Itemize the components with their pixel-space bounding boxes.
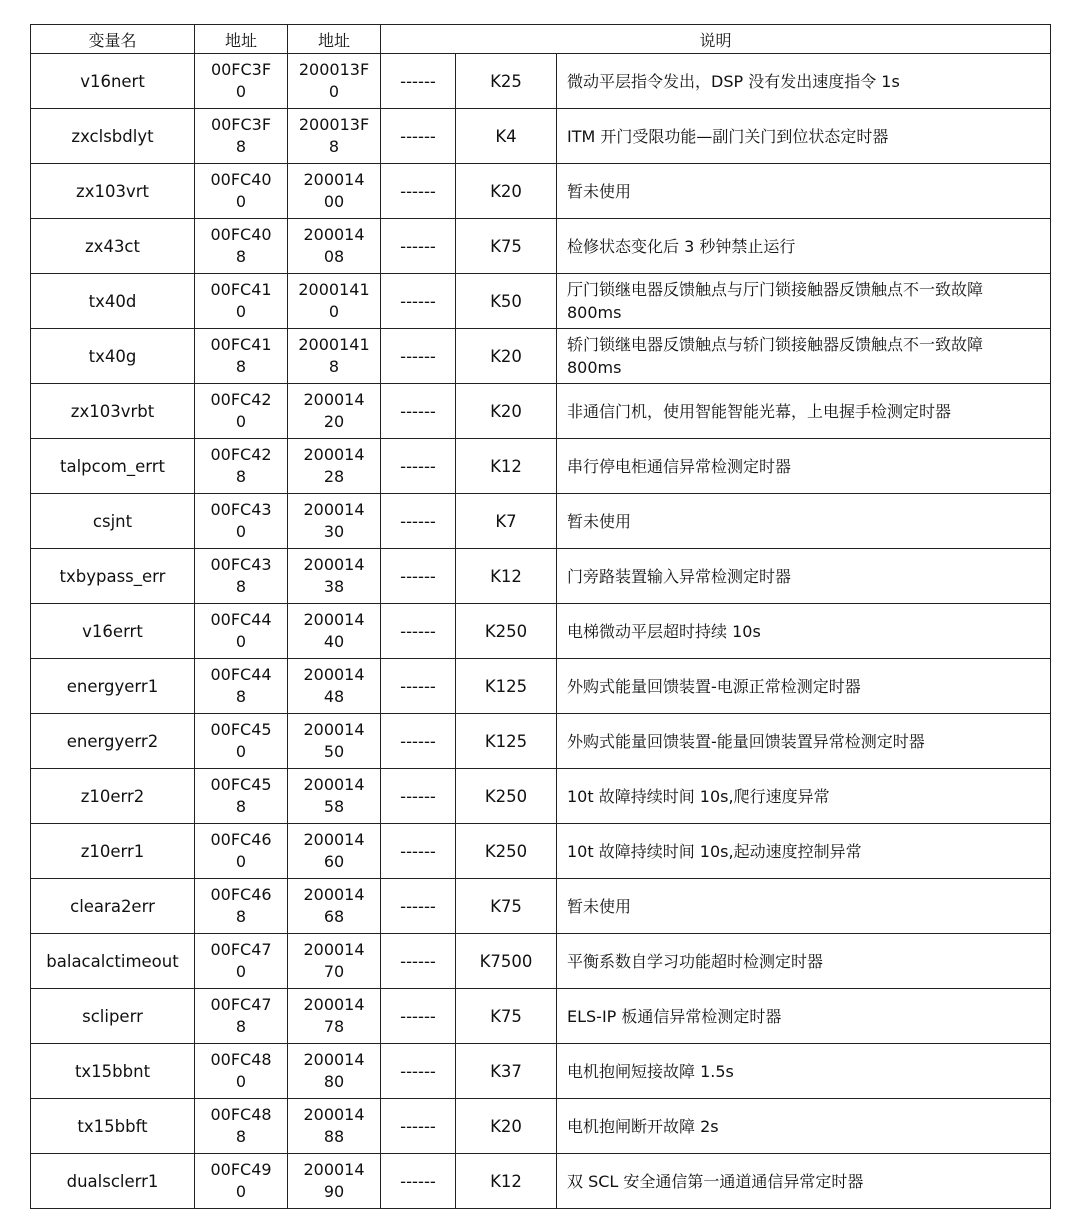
address-line: 0: [328, 82, 340, 101]
address-line: 200013F: [298, 115, 370, 134]
address-line: 00FC3F: [210, 60, 272, 79]
variable-name-cell: cleara2err: [31, 879, 195, 934]
address-line: 38: [323, 577, 345, 596]
address-1-cell: [195, 439, 288, 494]
address-line: 8: [328, 137, 340, 156]
address-1-cell: [195, 549, 288, 604]
description-cell: 电机抱闸断开故障 2s: [557, 1099, 1051, 1154]
address-1-cell: [195, 219, 288, 274]
table-row: [31, 274, 1051, 329]
variable-name-cell: talpcom_errt: [31, 439, 195, 494]
address-2-cell: [288, 219, 381, 274]
timer-constant-cell: K75: [456, 219, 557, 274]
address-line: 60: [323, 852, 345, 871]
address-line: 00FC48: [210, 1105, 272, 1124]
address-line: 00FC40: [210, 170, 272, 189]
variable-table: [30, 24, 1051, 1209]
dash-cell: ------: [381, 54, 456, 109]
timer-constant-cell: K250: [456, 824, 557, 879]
address-line: 8: [328, 357, 340, 376]
dash-cell: ------: [381, 879, 456, 934]
header-variable-name: 变量名: [31, 25, 195, 54]
description-cell: 暂未使用: [557, 494, 1051, 549]
address-1-cell: [195, 769, 288, 824]
address-line: 00FC47: [210, 940, 272, 959]
table-row: [31, 1044, 1051, 1099]
timer-constant-cell: K20: [456, 164, 557, 219]
dash-cell: ------: [381, 384, 456, 439]
address-2-cell: [288, 549, 381, 604]
address-line: 00FC44: [210, 665, 272, 684]
address-line: 200014: [303, 995, 365, 1014]
table-row: [31, 934, 1051, 989]
address-line: 8: [235, 577, 247, 596]
address-line: 00FC42: [210, 445, 272, 464]
description-cell: 门旁路装置输入异常检测定时器: [557, 549, 1051, 604]
variable-name-cell: balacalctimeout: [31, 934, 195, 989]
address-line: 200014: [303, 1160, 365, 1179]
table-row: [31, 989, 1051, 1044]
address-line: 2000141: [298, 335, 370, 354]
address-line: 00FC41: [210, 335, 272, 354]
address-2-cell: [288, 109, 381, 164]
address-line: 0: [328, 302, 340, 321]
dash-cell: ------: [381, 1044, 456, 1099]
address-2-cell: [288, 989, 381, 1044]
address-1-cell: [195, 824, 288, 879]
description-cell: 外购式能量回馈装置-能量回馈装置异常检测定时器: [557, 714, 1051, 769]
dash-cell: ------: [381, 604, 456, 659]
variable-name-cell: tx40g: [31, 329, 195, 384]
variable-name-cell: v16nert: [31, 54, 195, 109]
address-line: 68: [323, 907, 345, 926]
dash-cell: ------: [381, 219, 456, 274]
variable-name-cell: energyerr2: [31, 714, 195, 769]
address-line: 200014: [303, 555, 365, 574]
address-1-cell: [195, 659, 288, 714]
address-1-cell: [195, 109, 288, 164]
address-1-cell: [195, 714, 288, 769]
description-cell: 电梯微动平层超时持续 10s: [557, 604, 1051, 659]
address-line: 00FC46: [210, 830, 272, 849]
address-line: 50: [323, 742, 345, 761]
address-2-cell: [288, 1099, 381, 1154]
dash-cell: ------: [381, 769, 456, 824]
table-row: [31, 494, 1051, 549]
description-cell: 微动平层指令发出，DSP 没有发出速度指令 1s: [557, 54, 1051, 109]
table-row: [31, 164, 1051, 219]
table-row: [31, 219, 1051, 274]
address-line: 0: [235, 1182, 247, 1201]
address-2-cell: [288, 604, 381, 659]
variable-name-cell: zx43ct: [31, 219, 195, 274]
dash-cell: ------: [381, 659, 456, 714]
table-row: [31, 1154, 1051, 1209]
variable-name-cell: z10err1: [31, 824, 195, 879]
address-1-cell: [195, 274, 288, 329]
address-line: 80: [323, 1072, 345, 1091]
address-line: 8: [235, 137, 247, 156]
variable-name-cell: zx103vrbt: [31, 384, 195, 439]
variable-name-cell: tx40d: [31, 274, 195, 329]
description-cell: 平衡系数自学习功能超时检测定时器: [557, 934, 1051, 989]
timer-constant-cell: K75: [456, 989, 557, 1044]
address-2-cell: [288, 274, 381, 329]
address-line: 00FC44: [210, 610, 272, 629]
address-line: 200014: [303, 610, 365, 629]
address-line: 8: [235, 687, 247, 706]
timer-constant-cell: K12: [456, 439, 557, 494]
address-line: 200014: [303, 1050, 365, 1069]
address-line: 200014: [303, 830, 365, 849]
address-2-cell: [288, 934, 381, 989]
dash-cell: ------: [381, 714, 456, 769]
dash-cell: ------: [381, 329, 456, 384]
address-1-cell: [195, 384, 288, 439]
address-2-cell: [288, 879, 381, 934]
variable-name-cell: tx15bbft: [31, 1099, 195, 1154]
table-row: [31, 109, 1051, 164]
description-cell: 电机抱闸短接故障 1.5s: [557, 1044, 1051, 1099]
address-line: 200014: [303, 445, 365, 464]
timer-constant-cell: K25: [456, 54, 557, 109]
dash-cell: ------: [381, 1099, 456, 1154]
address-line: 200014: [303, 500, 365, 519]
timer-constant-cell: K20: [456, 1099, 557, 1154]
address-line: 8: [235, 467, 247, 486]
address-1-cell: [195, 604, 288, 659]
address-line: 200014: [303, 885, 365, 904]
description-cell: 外购式能量回馈装置-电源正常检测定时器: [557, 659, 1051, 714]
variable-name-cell: dualsclerr1: [31, 1154, 195, 1209]
timer-constant-cell: K250: [456, 769, 557, 824]
table-row: [31, 604, 1051, 659]
dash-cell: ------: [381, 164, 456, 219]
address-line: 00FC40: [210, 225, 272, 244]
address-line: 8: [235, 1127, 247, 1146]
timer-constant-cell: K50: [456, 274, 557, 329]
variable-name-cell: tx15bbnt: [31, 1044, 195, 1099]
table-row: [31, 879, 1051, 934]
description-cell: 暂未使用: [557, 879, 1051, 934]
dash-cell: ------: [381, 274, 456, 329]
address-2-cell: [288, 494, 381, 549]
timer-constant-cell: K125: [456, 659, 557, 714]
dash-cell: ------: [381, 109, 456, 164]
address-2-cell: [288, 1154, 381, 1209]
address-2-cell: [288, 54, 381, 109]
address-line: 28: [323, 467, 345, 486]
address-line: 00FC45: [210, 720, 272, 739]
address-1-cell: [195, 1154, 288, 1209]
address-line: 200013F: [298, 60, 370, 79]
address-line: 0: [235, 82, 247, 101]
address-line: 0: [235, 632, 247, 651]
address-line: 8: [235, 357, 247, 376]
address-line: 200014: [303, 1105, 365, 1124]
table-row: [31, 714, 1051, 769]
address-line: 78: [323, 1017, 345, 1036]
timer-constant-cell: K12: [456, 549, 557, 604]
variable-name-cell: zx103vrt: [31, 164, 195, 219]
address-line: 00FC42: [210, 390, 272, 409]
address-1-cell: [195, 1099, 288, 1154]
timer-constant-cell: K37: [456, 1044, 557, 1099]
address-line: 00FC45: [210, 775, 272, 794]
address-line: 8: [235, 907, 247, 926]
timer-constant-cell: K12: [456, 1154, 557, 1209]
address-line: 90: [323, 1182, 345, 1201]
address-line: 0: [235, 1072, 247, 1091]
address-1-cell: [195, 54, 288, 109]
address-1-cell: [195, 989, 288, 1044]
address-line: 8: [235, 797, 247, 816]
address-1-cell: [195, 1044, 288, 1099]
variable-name-cell: energyerr1: [31, 659, 195, 714]
address-2-cell: [288, 439, 381, 494]
timer-constant-cell: K20: [456, 329, 557, 384]
table-row: [31, 439, 1051, 494]
address-line: 200014: [303, 940, 365, 959]
description-cell: 检修状态变化后 3 秒钟禁止运行: [557, 219, 1051, 274]
variable-name-cell: v16errt: [31, 604, 195, 659]
variable-name-cell: z10err2: [31, 769, 195, 824]
timer-constant-cell: K20: [456, 384, 557, 439]
description-cell: 串行停电柜通信异常检测定时器: [557, 439, 1051, 494]
timer-constant-cell: K250: [456, 604, 557, 659]
address-line: 48: [323, 687, 345, 706]
description-cell: 10t 故障持续时间 10s,爬行速度异常: [557, 769, 1051, 824]
variable-name-cell: zxclsbdlyt: [31, 109, 195, 164]
address-line: 58: [323, 797, 345, 816]
description-cell: ITM 开门受限功能—副门关门到位状态定时器: [557, 109, 1051, 164]
address-1-cell: [195, 494, 288, 549]
address-line: 0: [235, 412, 247, 431]
address-1-cell: [195, 934, 288, 989]
description-cell: 厅门锁继电器反馈触点与厅门锁接触器反馈触点不一致故障 800ms: [557, 274, 1051, 329]
dash-cell: ------: [381, 439, 456, 494]
address-2-cell: [288, 659, 381, 714]
timer-constant-cell: K7500: [456, 934, 557, 989]
address-line: 0: [235, 522, 247, 541]
timer-constant-cell: K4: [456, 109, 557, 164]
table-row: [31, 769, 1051, 824]
table-row: [31, 329, 1051, 384]
description-cell: 暂未使用: [557, 164, 1051, 219]
dash-cell: ------: [381, 934, 456, 989]
description-cell: 轿门锁继电器反馈触点与轿门锁接触器反馈触点不一致故障 800ms: [557, 329, 1051, 384]
address-1-cell: [195, 879, 288, 934]
address-line: 00FC49: [210, 1160, 272, 1179]
description-cell: 10t 故障持续时间 10s,起动速度控制异常: [557, 824, 1051, 879]
dash-cell: ------: [381, 1154, 456, 1209]
variable-name-cell: scliperr: [31, 989, 195, 1044]
table-row: [31, 824, 1051, 879]
address-line: 0: [235, 852, 247, 871]
address-line: 200014: [303, 775, 365, 794]
table-row: [31, 1099, 1051, 1154]
address-line: 0: [235, 742, 247, 761]
table-row: [31, 54, 1051, 109]
address-line: 00FC43: [210, 500, 272, 519]
timer-constant-cell: K7: [456, 494, 557, 549]
variable-name-cell: csjnt: [31, 494, 195, 549]
address-line: 200014: [303, 665, 365, 684]
variable-name-cell: txbypass_err: [31, 549, 195, 604]
address-2-cell: [288, 1044, 381, 1099]
header-address-2: 地址: [288, 25, 381, 54]
address-line: 0: [235, 962, 247, 981]
address-line: 08: [323, 247, 345, 266]
table-row: [31, 659, 1051, 714]
address-line: 200014: [303, 390, 365, 409]
address-1-cell: [195, 164, 288, 219]
address-2-cell: [288, 824, 381, 879]
address-2-cell: [288, 769, 381, 824]
address-2-cell: [288, 164, 381, 219]
timer-constant-cell: K125: [456, 714, 557, 769]
address-line: 00FC46: [210, 885, 272, 904]
description-cell: ELS-IP 板通信异常检测定时器: [557, 989, 1051, 1044]
address-line: 20: [323, 412, 345, 431]
header-description: 说明: [381, 25, 1051, 54]
address-line: 88: [323, 1127, 345, 1146]
address-line: 0: [235, 302, 247, 321]
address-line: 00FC43: [210, 555, 272, 574]
address-1-cell: [195, 329, 288, 384]
dash-cell: ------: [381, 989, 456, 1044]
address-line: 200014: [303, 170, 365, 189]
address-line: 00FC48: [210, 1050, 272, 1069]
address-line: 0: [235, 192, 247, 211]
description-cell: 非通信门机，使用智能智能光幕，上电握手检测定时器: [557, 384, 1051, 439]
description-cell: 双 SCL 安全通信第一通道通信异常定时器: [557, 1154, 1051, 1209]
address-line: 8: [235, 247, 247, 266]
dash-cell: ------: [381, 824, 456, 879]
address-2-cell: [288, 384, 381, 439]
address-line: 00FC41: [210, 280, 272, 299]
address-line: 2000141: [298, 280, 370, 299]
address-line: 200014: [303, 225, 365, 244]
address-line: 40: [323, 632, 345, 651]
table-body: [31, 54, 1051, 1209]
table-row: [31, 384, 1051, 439]
timer-constant-cell: K75: [456, 879, 557, 934]
address-line: 70: [323, 962, 345, 981]
address-line: 00: [323, 192, 345, 211]
table-row: [31, 549, 1051, 604]
table-header-row: [31, 25, 1051, 54]
address-line: 200014: [303, 720, 365, 739]
address-line: 00FC3F: [210, 115, 272, 134]
header-address-1: 地址: [195, 25, 288, 54]
dash-cell: ------: [381, 549, 456, 604]
address-2-cell: [288, 329, 381, 384]
address-2-cell: [288, 714, 381, 769]
address-line: 00FC47: [210, 995, 272, 1014]
dash-cell: ------: [381, 494, 456, 549]
address-line: 8: [235, 1017, 247, 1036]
address-line: 30: [323, 522, 345, 541]
